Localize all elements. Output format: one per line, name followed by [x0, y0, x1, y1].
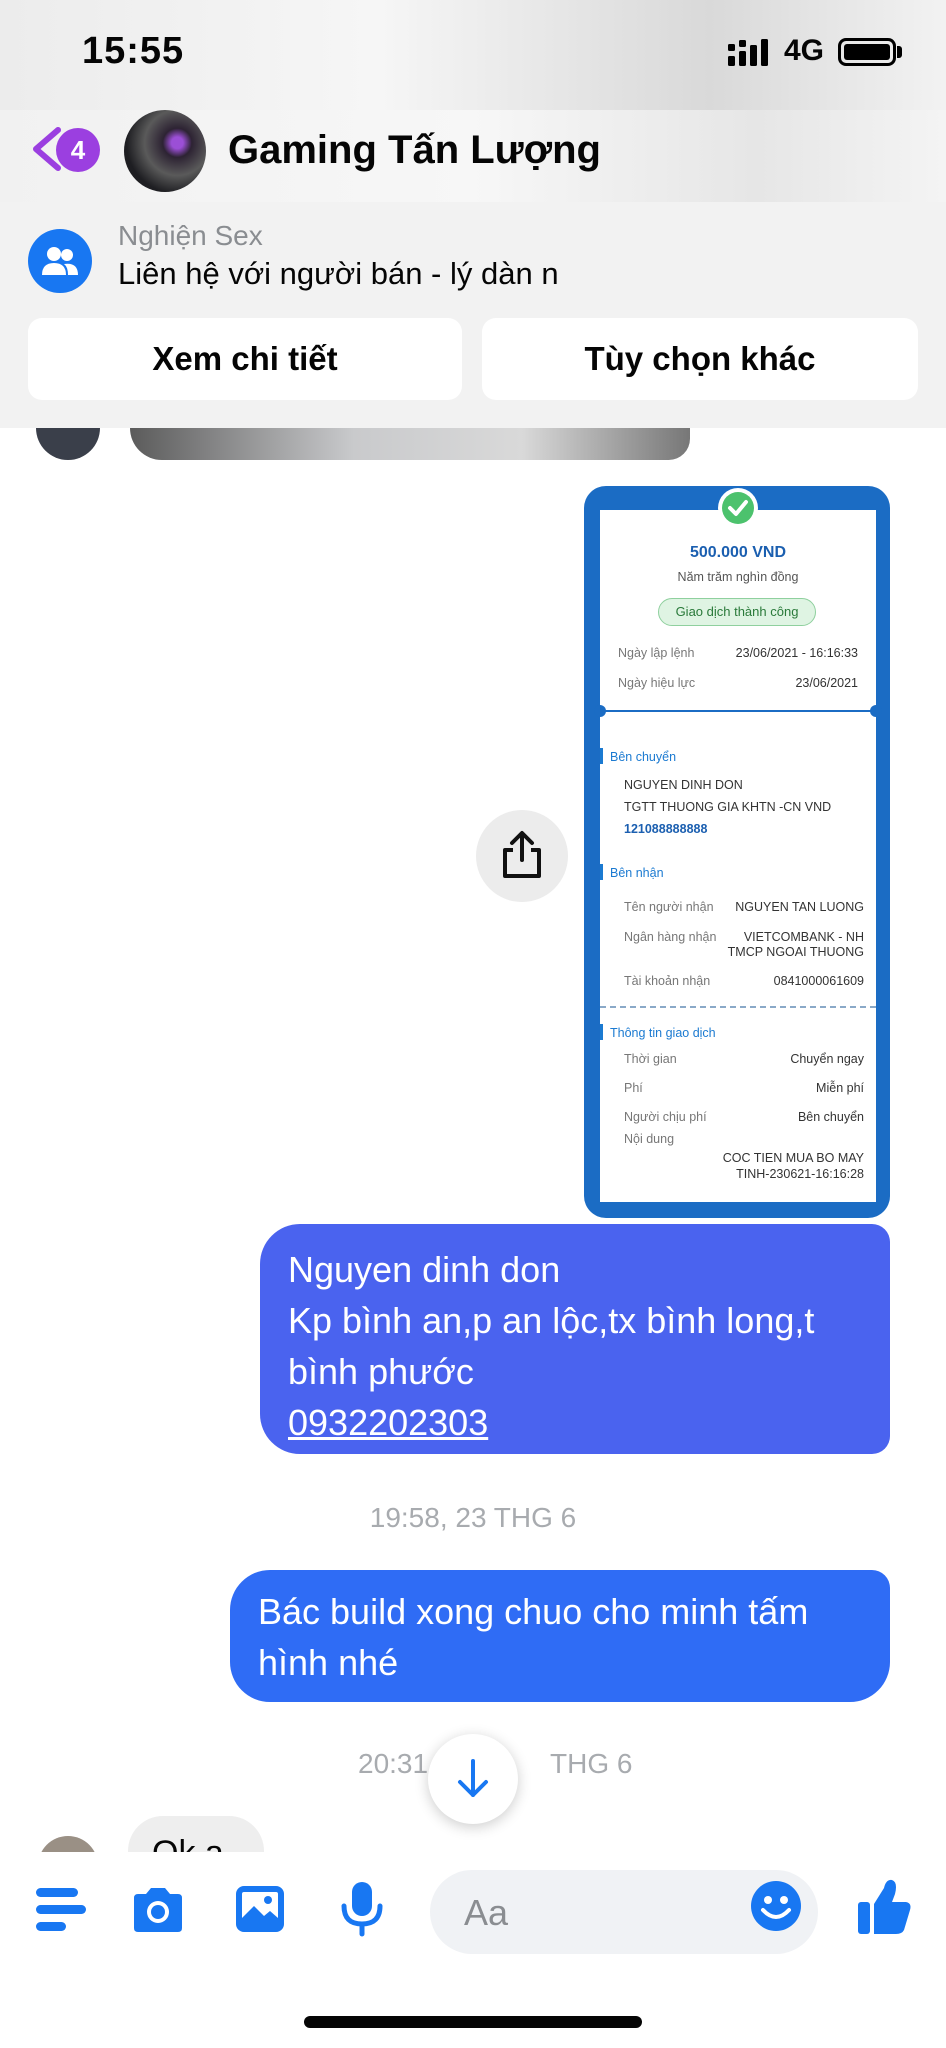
receipt-value: TINH-230621-16:16:28 — [736, 1167, 864, 1181]
section-marker — [600, 748, 603, 764]
microphone-icon[interactable] — [340, 1880, 384, 1938]
section-marker — [600, 1024, 603, 1040]
receipt-label: Ngày hiệu lực — [618, 676, 696, 690]
message-timestamp: THG 6 — [550, 1748, 633, 1779]
message-text: Nguyen dinh don — [288, 1249, 561, 1290]
receipt-notch — [594, 705, 606, 717]
sender-avatar[interactable] — [36, 428, 100, 460]
more-options-button[interactable]: Tùy chọn khác — [482, 318, 918, 400]
receipt-value: 121088888888 — [624, 822, 708, 836]
receipt-dashed-divider — [600, 1006, 876, 1008]
receipt-status-badge: Giao dịch thành công — [658, 598, 816, 626]
receipt-label: Ngày lập lệnh — [618, 646, 695, 660]
receipt-value: COC TIEN MUA BO MAY — [722, 1151, 864, 1165]
receipt-label: Phí — [624, 1081, 643, 1095]
receipt-label: Nội dung — [624, 1132, 675, 1146]
message-text: bình phước — [288, 1351, 474, 1392]
receipt-label: Ngân hàng nhận — [624, 930, 717, 944]
receipt-value: NGUYEN DINH DON — [624, 778, 743, 792]
receipt-section-title: Thông tin giao dịch — [610, 1026, 716, 1040]
receipt-value: Miễn phí — [816, 1081, 864, 1095]
receipt-value: TMCP NGOAI THUONG — [727, 945, 864, 959]
home-indicator — [304, 2016, 642, 2028]
chat-avatar[interactable] — [124, 110, 206, 192]
message-input-placeholder: Aa — [464, 1892, 509, 1933]
group-icon — [28, 229, 92, 293]
outgoing-message-bubble[interactable] — [230, 1570, 890, 1702]
message-text: Kp bình an,p an lộc,tx bình long,t — [288, 1300, 815, 1341]
battery-icon — [838, 38, 896, 66]
receipt-label: Thời gian — [624, 1052, 677, 1066]
signal-icon — [728, 38, 770, 66]
receipt-divider — [600, 710, 876, 712]
message-timestamp: 19:58, 23 THG 6 — [369, 1502, 577, 1533]
receipt-amount: 500.000 VND — [689, 544, 787, 561]
receipt-value: TGTT THUONG GIA KHTN -CN VND — [624, 800, 832, 814]
message-timestamp: 20:31 — [358, 1748, 429, 1779]
receipt-label: Tài khoản nhận — [624, 974, 711, 988]
like-thumb-icon[interactable] — [856, 1876, 912, 1936]
receipt-value: 0841000061609 — [773, 974, 864, 988]
camera-icon[interactable] — [130, 1886, 186, 1934]
arrow-down-icon — [455, 1758, 491, 1800]
chat-title[interactable]: Gaming Tấn Lượng — [228, 128, 601, 172]
gallery-icon[interactable] — [234, 1884, 286, 1934]
unread-badge[interactable]: 4 — [56, 128, 100, 172]
receipt-value: NGUYEN TAN LUONG — [735, 900, 864, 914]
receipt-value: VIETCOMBANK - NH — [743, 930, 864, 944]
phone-number-link[interactable]: 0932202303 — [288, 1402, 489, 1443]
scroll-to-bottom-button[interactable] — [428, 1734, 518, 1824]
group-name: Nghiện Sex — [118, 220, 263, 251]
receipt-amount-words: Năm trăm nghìn đồng — [677, 570, 799, 584]
battery-tip — [897, 46, 902, 58]
receipt-section-title: Bên nhận — [610, 866, 664, 880]
previous-image-message[interactable] — [130, 428, 690, 460]
receipt-value: 23/06/2021 — [795, 676, 858, 690]
receipt-value: Chuyển ngay — [790, 1052, 864, 1066]
share-button[interactable] — [476, 810, 568, 902]
network-label: 4G — [784, 34, 825, 67]
receipt-label: Tên người nhận — [624, 900, 714, 914]
success-check-icon — [718, 488, 758, 528]
listing-title[interactable]: Liên hệ với người bán - lý dàn n — [118, 256, 559, 291]
receipt-value: 23/06/2021 - 16:16:33 — [735, 646, 858, 660]
section-marker — [600, 864, 603, 880]
emoji-icon[interactable] — [750, 1880, 802, 1932]
share-icon — [499, 830, 545, 880]
receipt-section-title: Bên chuyển — [610, 750, 677, 764]
status-time: 15:55 — [82, 30, 185, 72]
receipt-value: Bên chuyển — [797, 1110, 864, 1124]
receipt-notch — [870, 705, 882, 717]
menu-icon[interactable] — [36, 1886, 86, 1934]
outgoing-message-bubble[interactable] — [260, 1224, 890, 1454]
message-text: Bác build xong chuo cho minh tấm hình nhé — [258, 1591, 809, 1683]
receipt-label: Người chịu phí — [624, 1110, 707, 1124]
view-details-button[interactable]: Xem chi tiết — [28, 318, 462, 400]
